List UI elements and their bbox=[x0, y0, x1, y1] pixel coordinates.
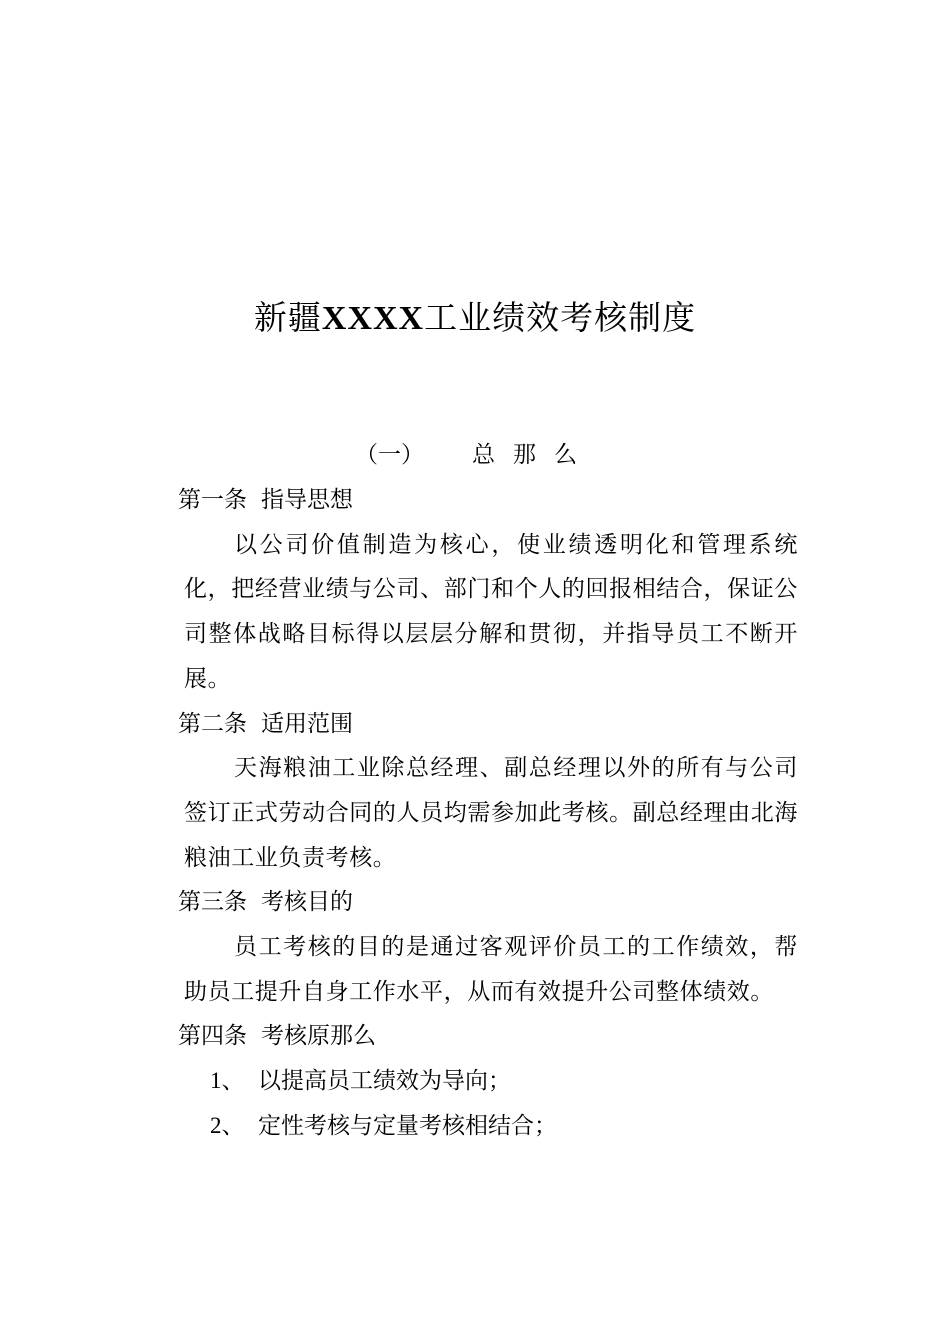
article-2 bbox=[178, 702, 798, 881]
article-paragraph: 天海粮油工业除总经理、副总经理以外的所有与公司签订正式劳动合同的人员均需参加此考核。副总经理由北海粮油工业负责考核。 bbox=[184, 755, 798, 871]
article-heading bbox=[178, 478, 798, 523]
article-title: 适用范围 bbox=[261, 710, 353, 737]
list-item bbox=[178, 1104, 798, 1149]
article-3 bbox=[178, 880, 798, 1014]
article-number: 第三条 bbox=[178, 889, 247, 916]
list-item-text: 定性考核与定量考核相结合； bbox=[258, 1112, 557, 1139]
article-paragraph: 以公司价值制造为核心，使业绩透明化和管理系统化，把经营业绩与公司、部门和个人的回报相结合，保证公司整体战略目标得以层层分解和贯彻，并指导员工不断开展。 bbox=[184, 531, 798, 692]
list-marker: 2、 bbox=[210, 1112, 245, 1138]
article-number: 第二条 bbox=[178, 710, 247, 737]
title-company-placeholder: XXXX bbox=[321, 300, 425, 337]
article-title: 指导思想 bbox=[261, 487, 353, 513]
document-title bbox=[0, 296, 950, 341]
list-item-text: 以提高员工绩效为导向； bbox=[258, 1068, 511, 1095]
title-prefix: 新疆 bbox=[253, 298, 322, 337]
article-title: 考核目的 bbox=[261, 889, 353, 916]
article-title: 考核原那么 bbox=[261, 1023, 376, 1050]
list-marker: 1、 bbox=[210, 1068, 245, 1094]
article-number: 第一条 bbox=[178, 487, 247, 513]
title-suffix: 工业绩效考核制度 bbox=[424, 298, 697, 337]
article-4 bbox=[178, 1014, 798, 1148]
section-title: 总那么 bbox=[472, 442, 595, 468]
document-body bbox=[178, 478, 798, 1149]
section-heading bbox=[0, 438, 950, 472]
article-1 bbox=[178, 478, 798, 702]
article-paragraph: 员工考核的目的是通过客观评价员工的工作绩效，帮助员工提升自身工作水平，从而有效提升公司整体绩效。 bbox=[184, 934, 798, 1005]
article-number: 第四条 bbox=[178, 1023, 247, 1050]
article-heading bbox=[178, 1014, 798, 1059]
list-item bbox=[178, 1059, 798, 1104]
article-heading bbox=[178, 702, 798, 747]
article-heading bbox=[178, 880, 798, 925]
section-number: （一） bbox=[355, 442, 424, 468]
